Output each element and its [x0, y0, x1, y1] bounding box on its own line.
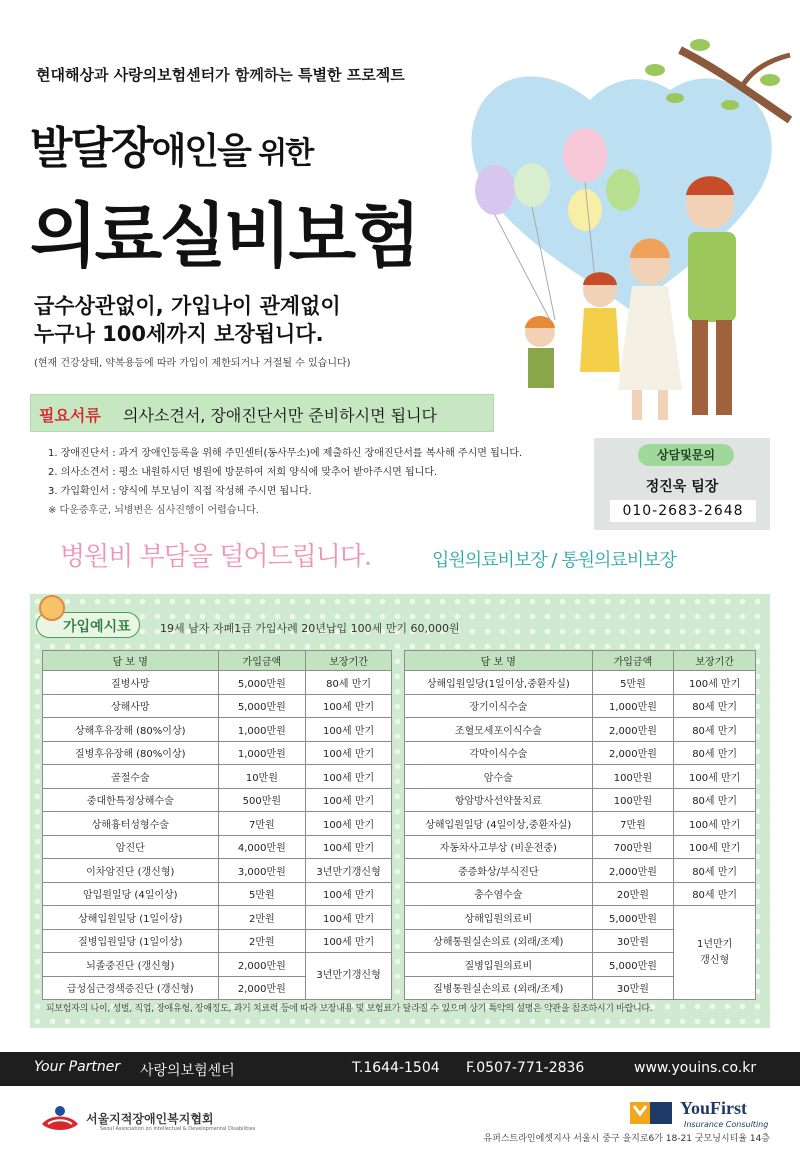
coverage-period-cell: 80세 만기 [674, 741, 756, 765]
coverage-amount-cell: 5만원 [592, 671, 674, 695]
project-conj-1: 과 [93, 66, 114, 84]
association-logo-icon [40, 1104, 80, 1134]
table-row [405, 718, 756, 742]
contact-label: 상담및문의 [638, 444, 734, 466]
document-item-3: 3. 가입확인서 : 양식에 부모님이 직접 작성해 주시면 됩니다. [48, 486, 312, 497]
coverage-name-cell: 질병입원의료비 [405, 953, 593, 977]
project-partner-1: 현대해상 [36, 66, 94, 84]
example-badge-label: 가입예시표 [63, 619, 131, 635]
coverage-period-cell: 3년만기갱신형 [306, 953, 392, 1000]
coverage-amount-cell: 20만원 [592, 882, 674, 906]
coverage-name-cell: 상해입원일당 (4일이상,중환자실) [405, 812, 593, 836]
header-amount: 가입금액 [218, 651, 306, 671]
headline [34, 292, 341, 348]
header-period: 보장기간 [674, 651, 756, 671]
coverage-amount-cell: 4,000만원 [218, 835, 306, 859]
association-english-name: Seoul Association on Intellectual & Developmental Disabilities [100, 1126, 256, 1132]
example-badge [36, 612, 140, 638]
project-special: 특별한 프로젝트 [298, 66, 405, 84]
coverage-name-cell: 상해통원실손의료 (외래/조제) [405, 929, 593, 953]
coverage-name-cell: 질병입원일당 (1일이상) [43, 929, 219, 953]
coverage-period-cell: 100세 만기 [306, 882, 392, 906]
table-header-row [43, 651, 392, 671]
table-header-row [405, 651, 756, 671]
hero-section [0, 0, 800, 390]
coverage-name-cell: 상해사망 [43, 694, 219, 718]
yoursfirst-address: 유퍼스트라인에셋지사 서울시 중구 을지로6가 18-21 굿모닝시티율 14층 [483, 1134, 770, 1144]
coverage-period-cell: 80세 만기 [674, 718, 756, 742]
table-row [405, 812, 756, 836]
coverage-period-cell: 100세 만기 [306, 835, 392, 859]
coverage-period-cell: 100세 만기 [306, 694, 392, 718]
table-row [43, 694, 392, 718]
table-row [43, 788, 392, 812]
coverage-name-cell: 자동차사고부상 (비운전중) [405, 835, 593, 859]
title1-b: 장 [111, 123, 152, 174]
coverage-name-cell: 이차암진단 (갱신형) [43, 859, 219, 883]
coverage-period-cell: 100세 만기 [306, 812, 392, 836]
table-row [43, 906, 392, 930]
coverage-amount-cell: 5,000만원 [592, 953, 674, 977]
yoursfirst-name: YouFirst [680, 1098, 747, 1118]
coverage-name-cell: 상해흉터성형수술 [43, 812, 219, 836]
coverage-period-cell: 100세 만기 [306, 788, 392, 812]
coverage-amount-cell: 500만원 [218, 788, 306, 812]
footer-fax: F.0507-771-2836 [466, 1060, 585, 1076]
coverage-amount-cell: 5,000만원 [218, 671, 306, 695]
coverage-amount-cell: 2,000만원 [218, 976, 306, 1000]
footer-website-link[interactable]: www.youins.co.kr [634, 1060, 757, 1076]
child-icon [39, 595, 65, 621]
coverage-name-cell: 암진단 [43, 835, 219, 859]
slogan-sub: 입원의료비보장 / 통원의료비보장 [432, 550, 676, 571]
coverage-period-cell: 100세 만기 [306, 906, 392, 930]
table-row [43, 929, 392, 953]
table-row [405, 859, 756, 883]
coverage-period-cell: 80세 만기 [674, 788, 756, 812]
coverage-name-cell: 조혈모세포이식수술 [405, 718, 593, 742]
coverage-name-cell: 항암방사선약물치료 [405, 788, 593, 812]
coverage-period-cell: 100세 만기 [674, 812, 756, 836]
table-row [405, 671, 756, 695]
coverage-period-cell: 80세 만기 [306, 671, 392, 695]
project-line [36, 64, 405, 85]
coverage-name-cell: 질병통원실손의료 (외래/조제) [405, 976, 593, 1000]
slogan-main: 병원비 부담을 덜어드립니다. [60, 542, 372, 572]
coverage-period-cell: 80세 만기 [674, 859, 756, 883]
coverage-period-cell: 100세 만기 [306, 765, 392, 789]
document-instructions [48, 444, 522, 520]
table-row [405, 788, 756, 812]
coverage-amount-cell: 2만원 [218, 929, 306, 953]
table-row [405, 765, 756, 789]
document-item-2: 2. 의사소견서 : 평소 내원하시던 병원에 방문하여 저희 양식에 맞추어 받아주시면 됩니다. [48, 467, 438, 478]
project-conj-2: 가 함께하는 [215, 66, 299, 84]
coverage-amount-cell: 5만원 [218, 882, 306, 906]
coverage-name-cell: 충수염수술 [405, 882, 593, 906]
table-row [43, 882, 392, 906]
association-name: 서울지적장애인복지협회 [86, 1112, 214, 1126]
coverage-amount-cell: 1,000만원 [592, 694, 674, 718]
coverage-period-cell: 100세 만기 [306, 929, 392, 953]
required-documents-text: 의사소견서, 장애진단서만 준비하시면 됩니다 [123, 406, 438, 425]
coverage-amount-cell: 1,000만원 [218, 718, 306, 742]
header-amount: 가입금액 [592, 651, 674, 671]
header-period: 보장기간 [306, 651, 392, 671]
title-line-1 [30, 112, 312, 176]
coverage-period-cell: 100세 만기 [674, 835, 756, 859]
coverage-name-cell: 상해후유장해 (80%이상) [43, 718, 219, 742]
table-row [405, 882, 756, 906]
footer-bar [0, 1052, 800, 1086]
coverage-period-cell [674, 906, 756, 1000]
coverage-name-cell: 상해입원일당 (1일이상) [43, 906, 219, 930]
coverage-name-cell: 각막이식수술 [405, 741, 593, 765]
family-balloon-illustration [440, 10, 800, 430]
table-row [405, 694, 756, 718]
footer-center-name: 사랑의보험센터 [140, 1063, 235, 1079]
table-row [43, 671, 392, 695]
document-warning: ※ 다운증후군, 뇌병변은 심사진행이 어렵습니다. [48, 505, 259, 516]
coverage-name-cell: 급성심근경색증진단 (갱신형) [43, 976, 219, 1000]
coverage-amount-cell: 100만원 [592, 765, 674, 789]
coverage-name-cell: 상해입원의료비 [405, 906, 593, 930]
title1-d: 위한 [249, 136, 313, 171]
coverage-amount-cell: 30만원 [592, 976, 674, 1000]
coverage-amount-cell: 2,000만원 [592, 718, 674, 742]
coverage-amount-cell: 1,000만원 [218, 741, 306, 765]
title1-a: 발달 [30, 123, 112, 174]
required-documents-tag: 필요서류 [39, 406, 101, 425]
coverage-amount-cell: 5,000만원 [592, 906, 674, 930]
contact-name: 정진욱 팀장 [645, 479, 719, 495]
coverage-name-cell: 질병사망 [43, 671, 219, 695]
document-item-1: 1. 장애진단서 : 과거 장애인등록을 위해 주민센터(동사무소)에 제출하신 장애진단서를 복사해 주시면 됩니다. [48, 448, 523, 459]
contact-box [594, 438, 770, 530]
coverage-period-cell: 100세 만기 [674, 671, 756, 695]
headline-line-1: 급수상관없이, 가입나이 관계없이 [34, 294, 341, 318]
merged-period-line-1: 1년만기 [696, 938, 733, 950]
coverage-period-cell: 100세 만기 [306, 718, 392, 742]
coverage-amount-cell: 2만원 [218, 906, 306, 930]
eligibility-note: (현재 건강상태, 약복용등에 따라 가입이 제한되거나 거절될 수 있습니다) [34, 358, 351, 369]
yoursfirst-subtitle: Insurance Consulting [684, 1120, 769, 1129]
coverage-amount-cell: 10만원 [218, 765, 306, 789]
coverage-name-cell: 골절수술 [43, 765, 219, 789]
contact-phone[interactable]: 010-2683-2648 [610, 500, 756, 522]
coverage-period-cell: 100세 만기 [306, 741, 392, 765]
coverage-amount-cell: 7만원 [592, 812, 674, 836]
coverage-name-cell: 중대한특정상해수술 [43, 788, 219, 812]
coverage-name-cell: 암입원일당 (4일이상) [43, 882, 219, 906]
title-line-2: 의료실비보험 [30, 195, 418, 277]
table-row [43, 741, 392, 765]
header-coverage-name: 담 보 명 [405, 651, 593, 671]
footer-partner: Your Partner [34, 1059, 121, 1075]
table-row [43, 859, 392, 883]
coverage-amount-cell: 7만원 [218, 812, 306, 836]
merged-period-line-2: 갱신형 [700, 954, 730, 966]
coverage-amount-cell: 2,000만원 [592, 741, 674, 765]
table-row [43, 953, 392, 977]
coverage-amount-cell: 700만원 [592, 835, 674, 859]
table-row [43, 718, 392, 742]
coverage-amount-cell: 2,000만원 [218, 953, 306, 977]
yoursfirst-logo-icon [630, 1098, 676, 1128]
coverage-name-cell: 장기이식수술 [405, 694, 593, 718]
required-documents-bar [30, 394, 494, 432]
coverage-name-cell: 암수술 [405, 765, 593, 789]
header-coverage-name: 담 보 명 [43, 651, 219, 671]
project-partner-2: 사랑의보험센터 [113, 66, 216, 84]
headline-line-2: 누구나 100세까지 보장됩니다. [34, 322, 324, 346]
table-row [43, 765, 392, 789]
footer-telephone[interactable]: T.1644-1504 [352, 1060, 440, 1076]
title1-c: 애인을 [151, 131, 250, 172]
coverage-period-cell: 3년만기갱신형 [306, 859, 392, 883]
coverage-name-cell: 질병후유장해 (80%이상) [43, 741, 219, 765]
coverage-amount-cell: 30만원 [592, 929, 674, 953]
coverage-amount-cell: 3,000만원 [218, 859, 306, 883]
table-row [43, 812, 392, 836]
table-row [405, 741, 756, 765]
coverage-period-cell: 80세 만기 [674, 694, 756, 718]
table-row [43, 835, 392, 859]
coverage-table-left [42, 650, 392, 1000]
coverage-name-cell: 상해입원일당(1일이상,중환자실) [405, 671, 593, 695]
coverage-table-right [404, 650, 756, 1000]
coverage-amount-cell: 100만원 [592, 788, 674, 812]
coverage-amount-cell: 2,000만원 [592, 859, 674, 883]
table-row [405, 906, 756, 930]
coverage-amount-cell: 5,000만원 [218, 694, 306, 718]
example-description: 19세 남자 자폐1급 가입사례 20년납입 100세 만기 60,000원 [160, 622, 460, 635]
coverage-name-cell: 뇌졸중진단 (갱신형) [43, 953, 219, 977]
disclaimer: 피보험자의 나이, 성별, 직업, 장애유형, 장애정도, 과거 치료력 등에 따라 보장내용 및 보험료가 달라질 수 있으며 상기 특약의 설명은 약관을 참조하시기 바랍니다. [46, 1004, 653, 1014]
coverage-period-cell: 80세 만기 [674, 882, 756, 906]
coverage-period-cell: 100세 만기 [674, 765, 756, 789]
table-row [405, 835, 756, 859]
coverage-name-cell: 중증화상/부식진단 [405, 859, 593, 883]
